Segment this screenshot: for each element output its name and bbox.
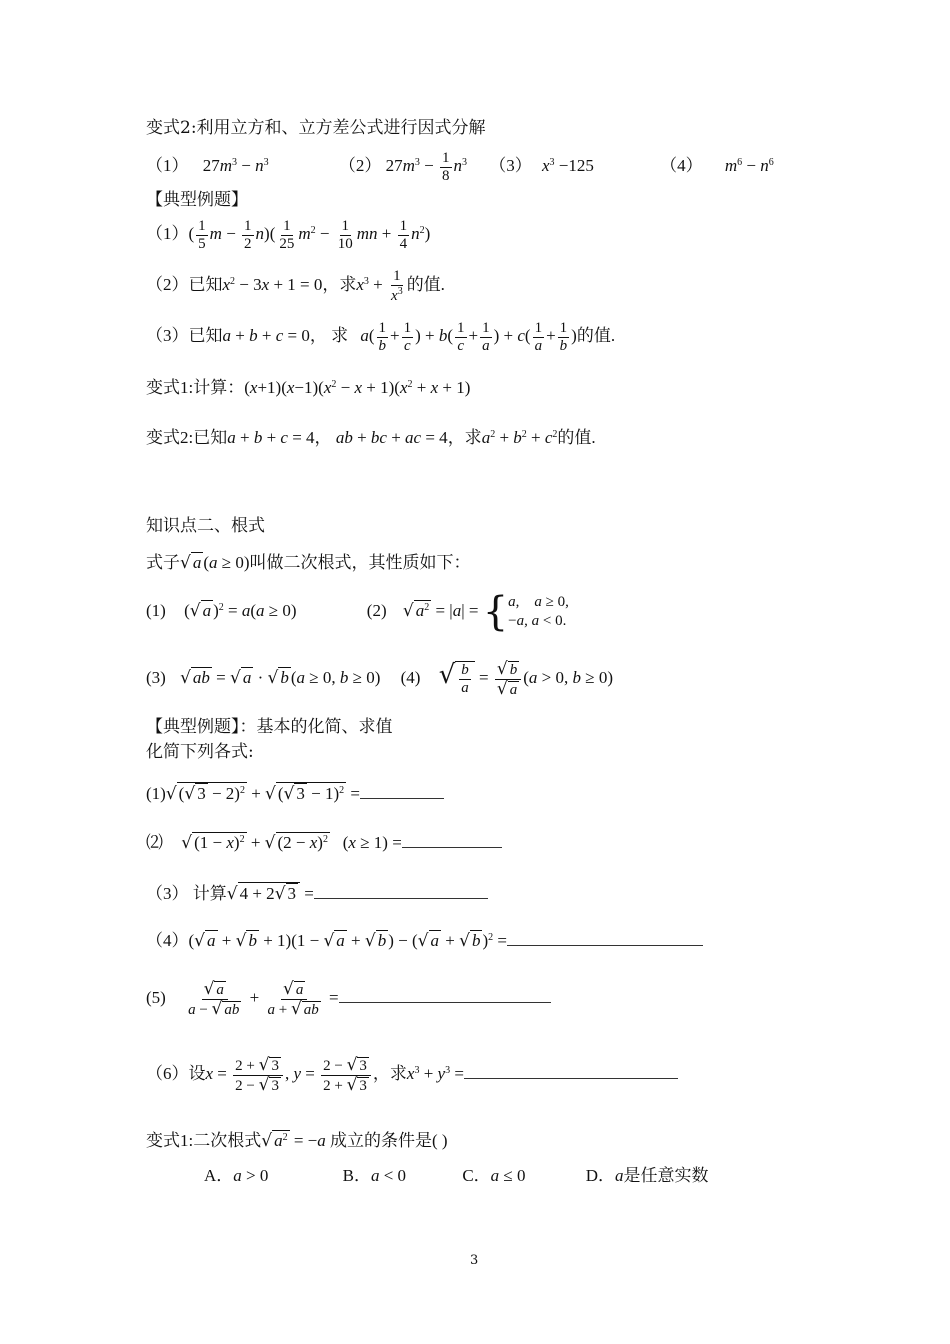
option-b[interactable]: B．a < 0 (342, 1166, 407, 1185)
example-heading: 【典型例题】 (146, 190, 248, 210)
simplify-5: (5) $\frac{√ a}{a - √ ab}$ + $\frac{√ a}{a + √ ab}$ = (146, 980, 551, 1018)
example-1: （1）( $\frac{1}{5}$ m − $\frac{1}{2}$ n)( $\frac{1}{25}$ $m^2$ − $\frac{1}{10}$ mn + $\frac{1}{4}$ $n^2$) (146, 218, 431, 252)
problem-4-label: （4） (660, 155, 703, 175)
answer-blank[interactable] (507, 931, 703, 946)
option-a[interactable]: A．a > 0 (204, 1166, 269, 1185)
problem-2-label: （2） (338, 155, 382, 175)
variant2-title: 变式2:利用立方和、立方差公式进行因式分解 (146, 118, 486, 138)
simplify-3: （3） 计算√ 4 + 2√ 3 = (146, 882, 488, 904)
simplify-4: （4）(√ a + √ b + 1)(1 − √ a + √ b ) − (√ a + √ b )$^2$ = (146, 930, 703, 951)
answer-blank[interactable] (402, 833, 502, 848)
radical-definition: 式子√ a (a ≥ 0)叫做二次根式，其性质如下： (146, 553, 471, 573)
simplify-2: ⑵ √ $(1 - x)^2$ + √ $(2 - x)^2$ (x ≥ 1) = (146, 832, 502, 853)
variant-2: 变式2:已知a + b + c = 4， ab + bc + ac = 4，求$a^2 + b^2 + c^2$的值. (146, 428, 596, 447)
page-number: 3 (470, 1253, 479, 1268)
option-d[interactable]: D．a是任意实数 (585, 1166, 709, 1185)
answer-blank[interactable] (314, 884, 488, 899)
problem-1-label: （1） (146, 155, 189, 175)
answer-blank[interactable] (339, 988, 551, 1003)
simplify-6: （6）设x = $\frac{2 + √ 3}{2 - √ 3}$ , y = $\frac{2 - √ 3}{2 + √ 3}$ ，求$x^3 + y^3$ = (146, 1056, 678, 1094)
property-1-2: (1) (√ a )$^2$ = a(a ≥ 0) (2) √ $a^2 = |a|$ = { a, a ≥ 0, −a, a < 0. (146, 589, 569, 635)
property-3-4: (3) √ ab = √ a · √ b (a ≥ 0, b ≥ 0) (4) √ $\frac{b}{a}$ = $\frac{√ b}{√ a}$ (a > 0, b ≥ 0) (146, 659, 613, 699)
choices-row (204, 1166, 709, 1186)
problem-3-label: （3） (489, 155, 532, 175)
option-c[interactable]: C．a ≤ 0 (462, 1166, 526, 1185)
answer-blank[interactable] (360, 784, 444, 799)
cube-problems-row: （1） $27m^3 - n^3$ （2） $27m^3$ − $\frac{1}{8}$ $n^3$ （3） $x^3 -125$ （4） $m^6 - n^6$ (146, 150, 774, 184)
example-3: （3）已知a + b + c = 0， 求 a( $\frac{1}{b}$ + $\frac{1}{c}$ ) + b( $\frac{1}{c}$ + $\frac{1}{a}$ ) + c( $\frac{1}{a}$ + $\frac{1}{b}$ )的值. (146, 320, 616, 354)
variant-radical-condition: 变式1:二次根式√ $a^2 = -a$ 成立的条件是( ) (146, 1131, 448, 1151)
example2-heading: 【典型例题】：基本的化简、求值 (146, 717, 393, 737)
simplify-1: (1)√ (√ 3 − 2)$^2$ + √ (√ 3 − 1)$^2$ = (146, 782, 444, 804)
knowledge-2-title: 知识点二、根式 (146, 516, 265, 536)
simplify-instruction: 化简下列各式: (146, 742, 254, 762)
variant-1: 变式1:计算：$(x+1)(x-1)(x^2 - x + 1)(x^2 + x + 1)$ (146, 378, 471, 397)
example-2: （2）已知$x^2 - 3x + 1 = 0$，求$x^3$ + $\frac{1}{x^3}$ 的值. (146, 268, 445, 304)
answer-blank[interactable] (464, 1064, 678, 1079)
